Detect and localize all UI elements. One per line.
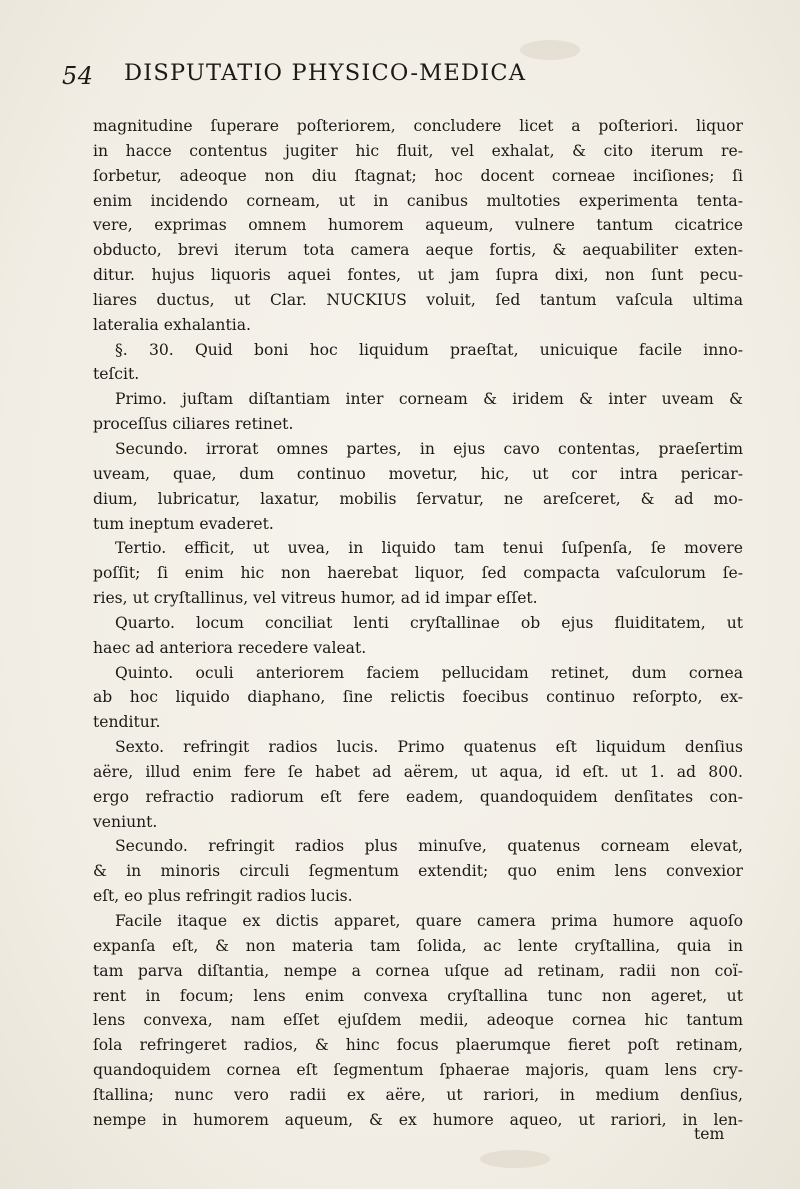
text-line: & in minoris circuli ſegmentum extendit; quo enim lens convexior [93,862,743,881]
text-line: eſt, eo plus refringit radios lucis. [93,887,353,906]
running-head: DISPUTATIO PHYSICO-MEDICA [124,60,527,86]
text-line: ries, ut cryſtallinus, vel vitreus humor, ad id impar eſſet. [93,589,538,608]
paper-stain [480,1150,550,1168]
text-line: quandoquidem cornea eſt ſegmentum ſphaerae majoris, quam lens cry- [93,1061,743,1080]
text-line: proceſſus ciliares retinet. [93,415,294,434]
text-line: uveam, quae, dum continuo movetur, hic, ut cor intra pericar- [93,464,743,483]
text-line: liares ductus, ut Clar. NUCKIUS voluit, ſed tantum vaſcula ultima [93,290,743,309]
text-line: Facile itaque ex dictis apparet, quare camera prima humore aquoſo [115,912,743,930]
text-line: lens convexa, nam eſſet ejuſdem medii, adeoque cornea hic tantum [93,1011,743,1030]
text-line: tum ineptum evaderet. [93,514,274,533]
text-line: tam parva diſtantia, nempe a cornea uſque ad retinam, radii non coï- [93,961,743,980]
text-line: expanſa eſt, & non materia tam ſolida, ac lente cryſtallina, quia in [93,936,743,955]
text-line: aëre, illud enim fere ſe habet ad aërem, ut aqua, id eſt. ut 1. ad 800. [93,762,743,781]
text-line: ſorbetur, adeoque non diu ſtagnat; hoc docent corneae inciſiones; ſi [93,166,743,185]
text-line: ergo refractio radiorum eſt fere eadem, quandoquidem denſitates con- [93,787,743,806]
text-line: §. 30. Quid boni hoc liquidum praeſtat, unicuique facile inno- [115,340,743,359]
text-line: Sexto. refringit radios lucis. Primo quatenus eſt liquidum denſius [115,738,743,757]
text-line: ditur. hujus liquoris aquei fontes, ut jam ſupra dixi, non ſunt pecu- [93,266,743,285]
text-line: Secundo. refringit radios plus minuſve, quatenus corneam elevat, [115,837,743,856]
text-line: vere, exprimas omnem humorem aqueum, vulnere tantum cicatrice [93,216,743,235]
text-line: Quinto. oculi anteriorem faciem pellucidam retinet, dum cornea [115,663,743,682]
text-line: magnitudine ſuperare poſteriorem, concludere licet a poſteriori. liquor [93,117,743,135]
text-line: veniunt. [93,812,158,831]
text-line: obducto, brevi iterum tota camera aeque fortis, & aequabiliter exten- [93,241,743,260]
text-line: poſſit; ſi enim hic non haerebat liquor, ſed compacta vaſculorum ſe- [93,564,743,583]
catchword: tem [694,1125,725,1143]
text-line: lateralia exhalantia. [93,315,251,334]
text-line: ſtallina; nunc vero radii ex aëre, ut rariori, in medium denſius, [93,1085,743,1104]
paper-stain [520,40,580,60]
text-line: ab hoc liquido diaphano, ſine relictis foecibus continuo reſorpto, ex- [93,688,743,707]
text-line: enim incidendo corneam, ut in canibus multoties experimenta tenta- [93,191,743,210]
text-line: ſola refringeret radios, & hinc focus plaerumque fieret poſt retinam, [93,1036,743,1055]
text-line: Quarto. locum conciliat lenti cryſtallinae ob ejus fluiditatem, ut [115,613,743,632]
text-line: haec ad anteriora recedere valeat. [93,638,367,657]
text-line: Tertio. efficit, ut uvea, in liquido tam tenui ſuſpenſa, ſe movere [115,539,743,558]
body-text [93,114,743,1133]
text-line: tenditur. [93,713,161,732]
text-line: rent in focum; lens enim convexa cryſtallina tunc non ageret, ut [93,986,743,1005]
text-line: dium, lubricatur, laxatur, mobilis ſervatur, ne areſceret, & ad mo- [93,489,743,508]
text-line: Secundo. irrorat omnes partes, in ejus cavo contentas, praeſertim [115,439,743,458]
text-line: teſcit. [93,365,140,384]
text-line: nempe in humorem aqueum, & ex humore aqueo, ut rariori, in len- [93,1110,743,1129]
text-line: in hacce contentus jugiter hic fluit, vel exhalat, & cito iterum re- [93,141,743,160]
page-header [62,60,752,100]
page-number: 54 [62,62,94,90]
text-line: Primo. juſtam diſtantiam inter corneam & iridem & inter uveam & [115,390,743,409]
